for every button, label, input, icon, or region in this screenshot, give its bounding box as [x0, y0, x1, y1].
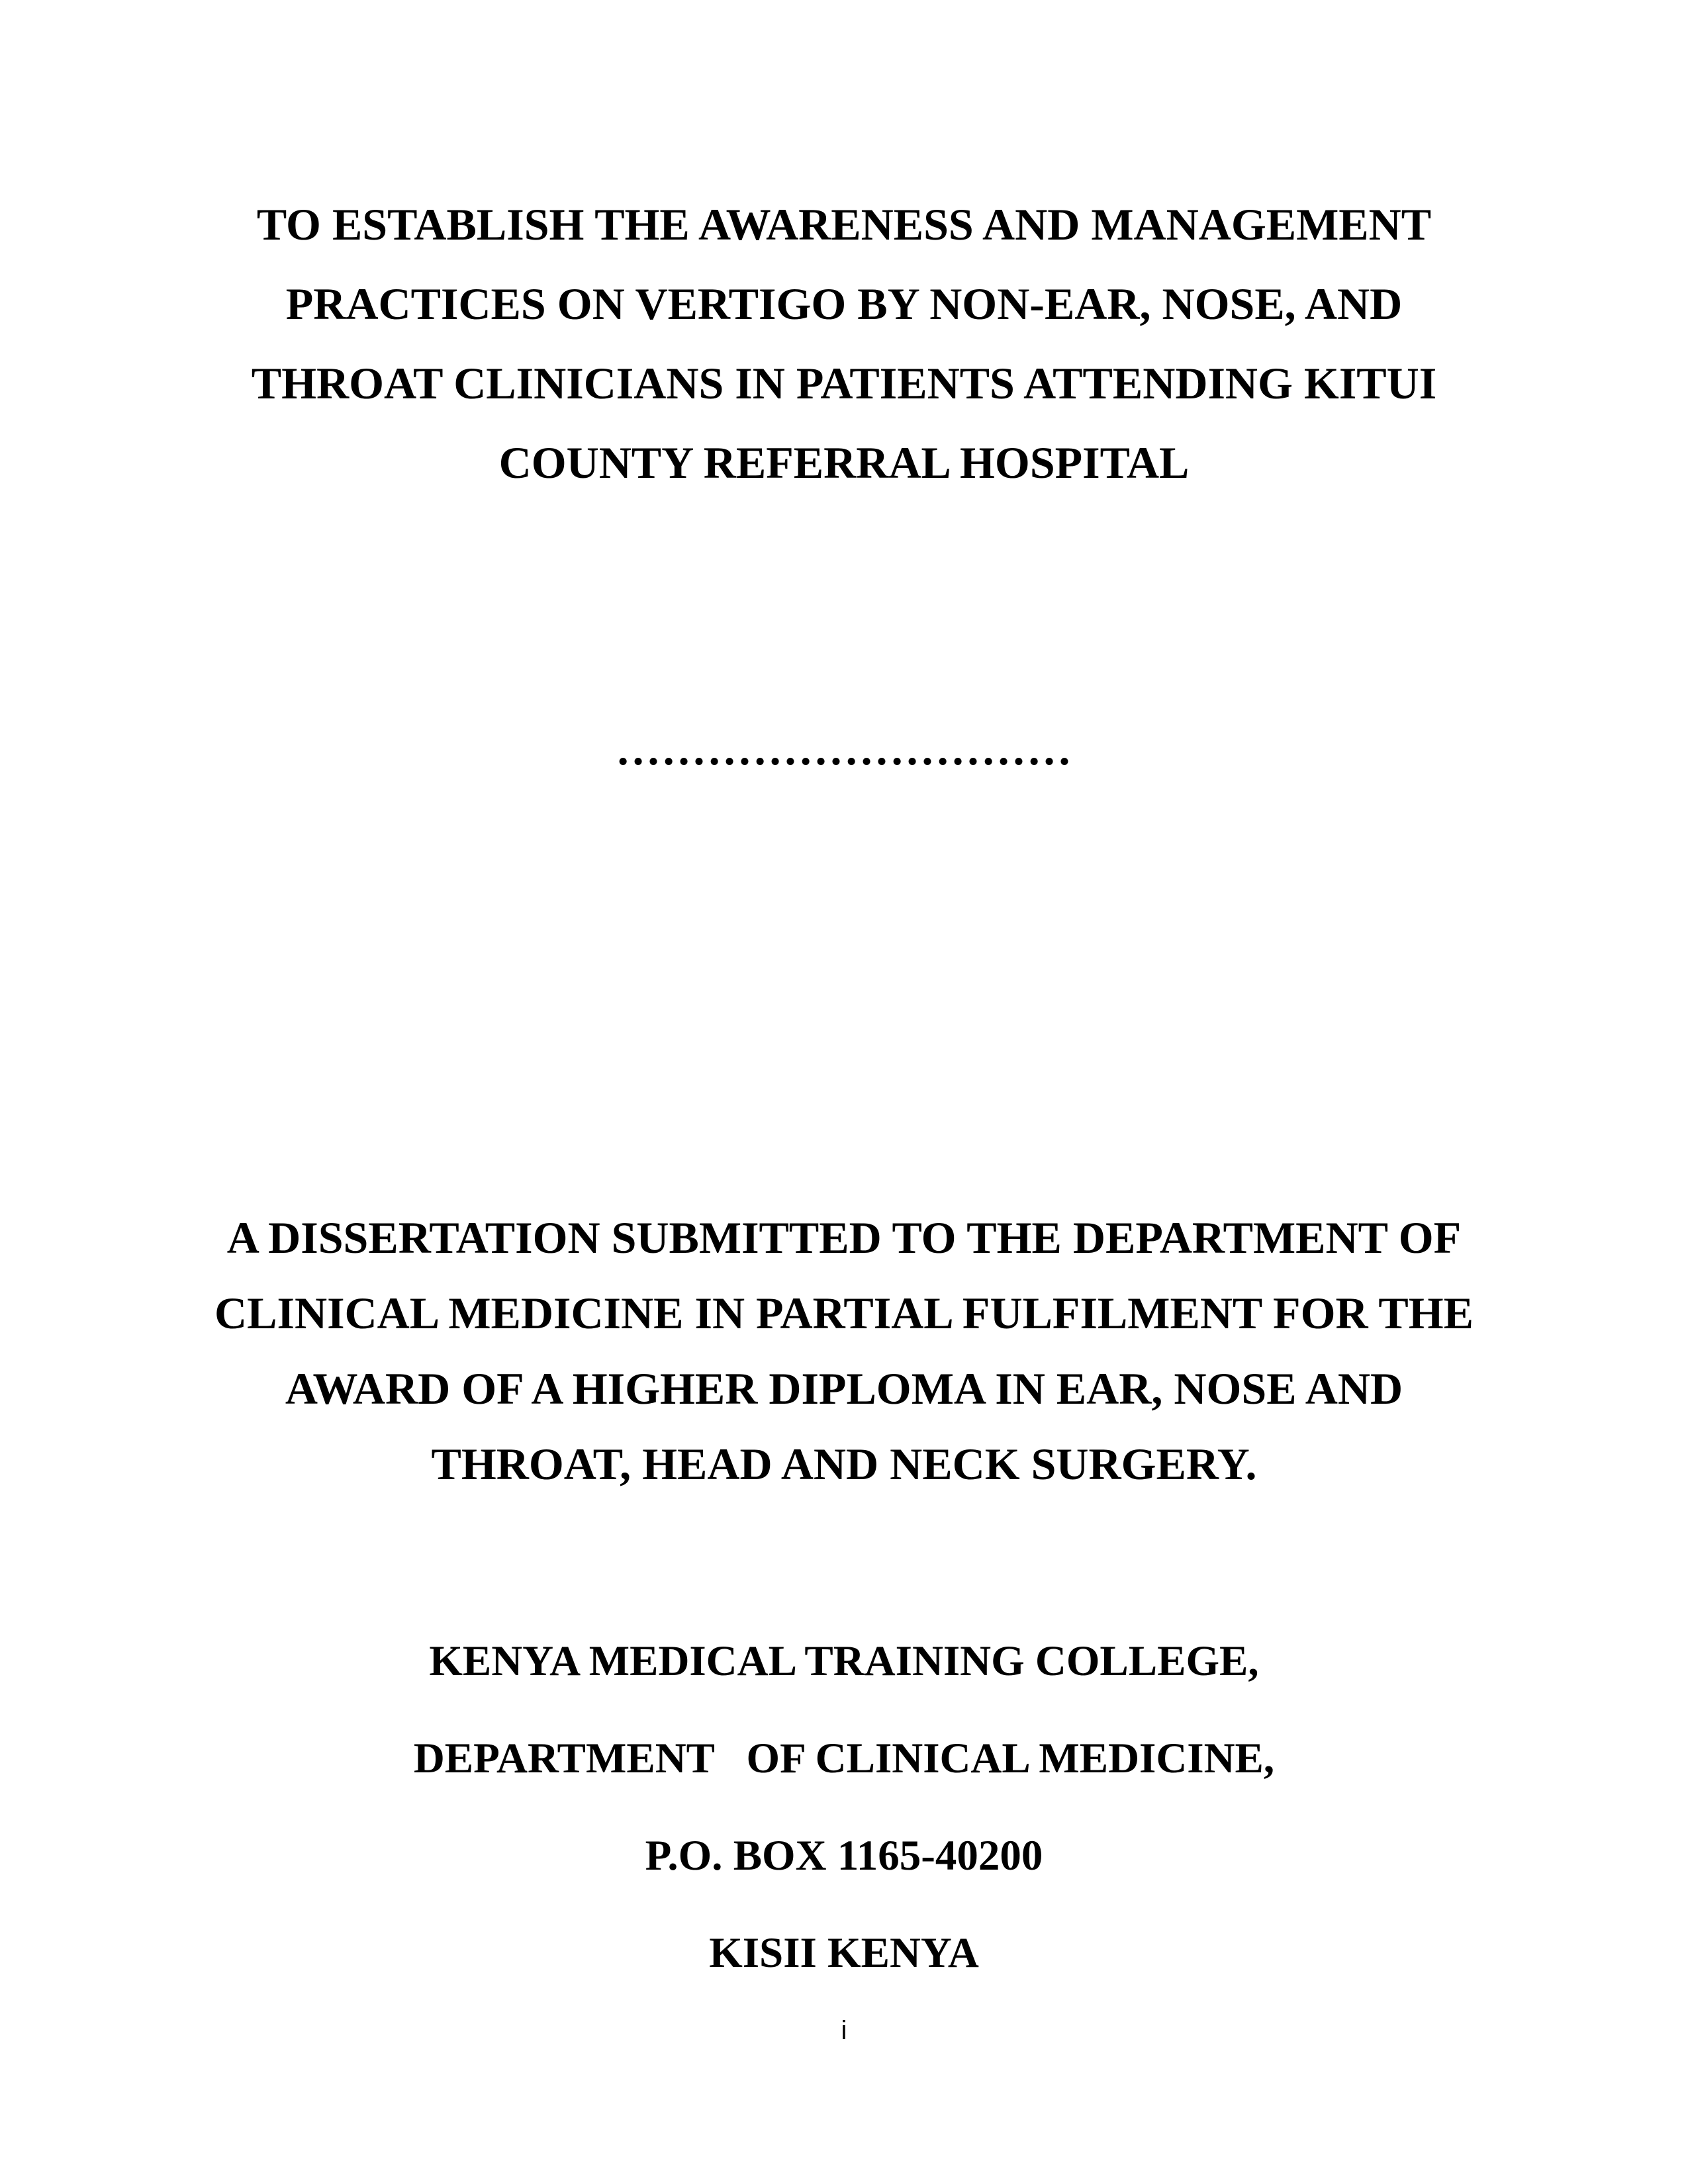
dotted-placeholder-line: …………………………: [616, 724, 1072, 774]
submission-line-3: AWARD OF A HIGHER DIPLOMA IN EAR, NOSE AND: [285, 1363, 1403, 1414]
title-line-3: THROAT CLINICIANS IN PATIENTS ATTENDING KITUI: [251, 358, 1437, 408]
submission-statement: [0, 1200, 1688, 1502]
institution-name: KENYA MEDICAL TRAINING COLLEGE,: [429, 1637, 1259, 1685]
institution-address: [0, 1613, 1688, 2002]
institution-department: DEPARTMENT OF CLINICAL MEDICINE,: [413, 1735, 1275, 1782]
institution-po-box: P.O. BOX 1165-40200: [645, 1832, 1043, 1880]
submission-line-4: THROAT, HEAD AND NECK SURGERY.: [431, 1439, 1257, 1489]
institution-city: KISII KENYA: [709, 1929, 979, 1977]
submission-line-2: CLINICAL MEDICINE IN PARTIAL FULFILMENT FOR THE: [214, 1288, 1474, 1338]
title-line-4: COUNTY REFERRAL HOSPITAL: [498, 437, 1190, 488]
title-line-2: PRACTICES ON VERTIGO BY NON-EAR, NOSE, AND: [285, 279, 1403, 329]
submission-line-1: A DISSERTATION SUBMITTED TO THE DEPARTMENT OF: [226, 1212, 1462, 1263]
title-line-1: TO ESTABLISH THE AWARENESS AND MANAGEMENT: [256, 199, 1432, 250]
dissertation-title: [0, 185, 1688, 502]
page-number: i: [841, 2016, 847, 2045]
